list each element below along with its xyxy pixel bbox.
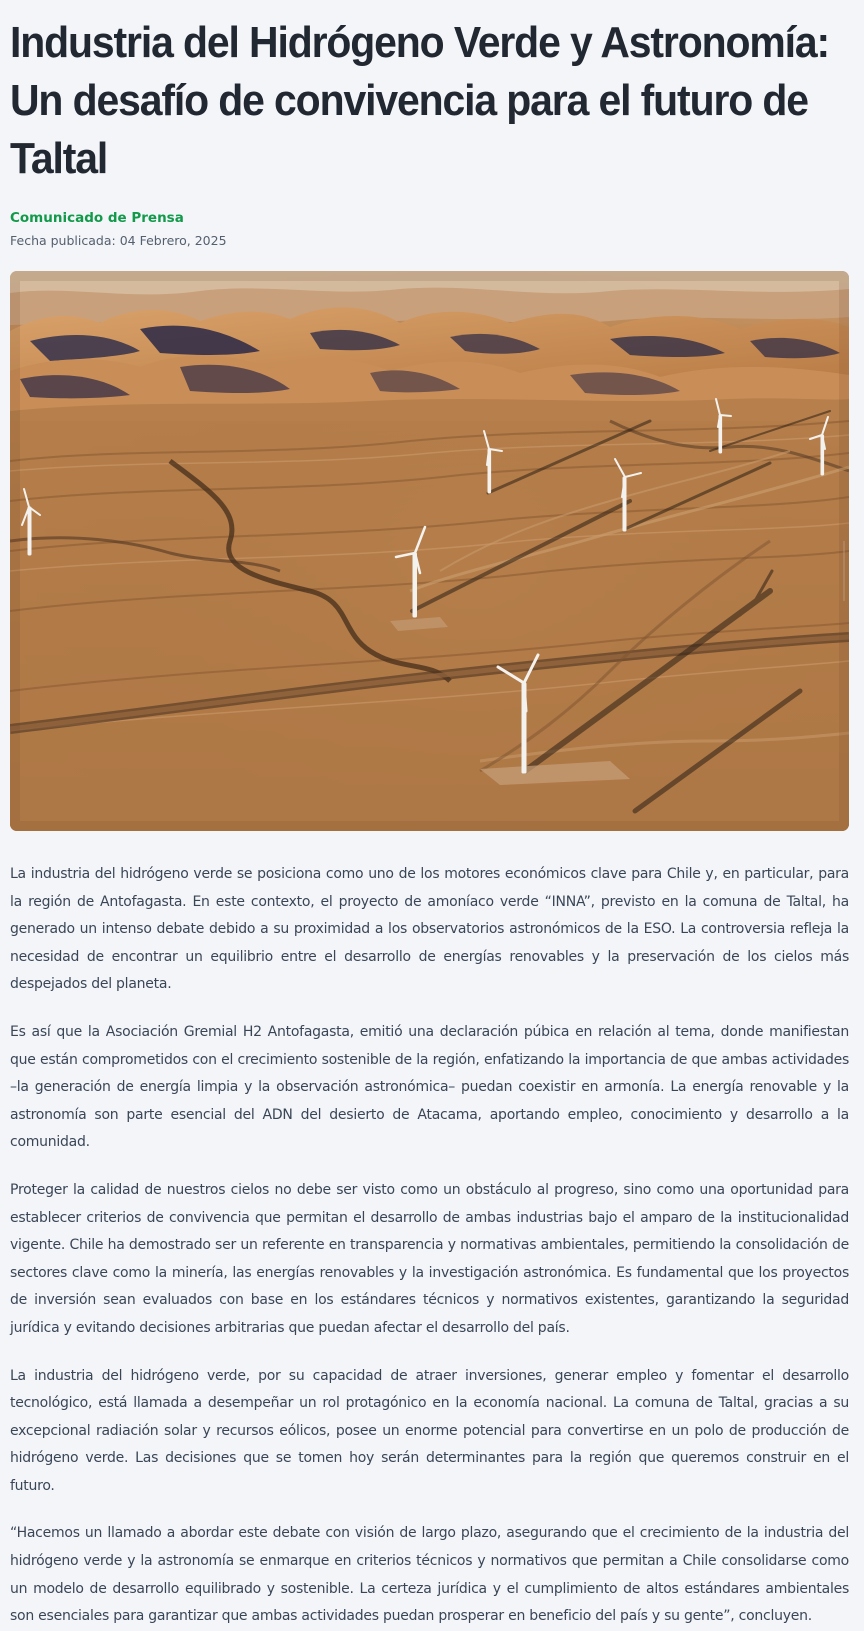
article-body — [10, 861, 849, 1631]
publish-date-value: 04 Febrero, 2025 — [119, 233, 227, 248]
publish-date-label: Fecha publicada: — [10, 233, 116, 248]
article-paragraph: “Hacemos un llamado a abordar este debate con visión de largo plazo, asegurando que el crecimiento de la industria del hidrógeno verde y la astronomía se enmarque en criterios técnicos y normativos que permitan a Chile consolidarse como un modelo de desarrollo equilibrado y sostenible. La certeza jurídica y el cumplimiento de altos estándares ambientales son esenciales para garantizar que ambas actividades puedan prosperar en beneficio del país y su gente”, concluyen. — [10, 1525, 849, 1625]
publish-date — [10, 232, 849, 250]
article-title: Industria del Hidrógeno Verde y Astronomía: Un desafío de convivencia para el futuro de Taltal — [10, 18, 830, 183]
desert-wind-farm-photo — [10, 271, 849, 831]
article-meta — [10, 208, 849, 250]
article-paragraph: Proteger la calidad de nuestros cielos no debe ser visto como un obstáculo al progreso, sino como una oportunidad para establecer criterios de convivencia que permitan el desarrollo de ambas industrias bajo el amparo de la institucionalidad vigente. Chile ha demostrado ser un referente en transparencia y normativas ambientales, permitiendo la consolidación de sectores clave como la minería, las energías renovables y la investigación astronómica. Es fundamental que los proyectos de inversión sean evaluados con base en los estándares técnicos y normativos existentes, garantizando la seguridad jurídica y evitando decisiones arbitrarias que puedan afectar el desarrollo del país. — [10, 1181, 849, 1336]
category-link[interactable]: Comunicado de Prensa — [10, 210, 184, 226]
article-paragraph: La industria del hidrógeno verde, por su capacidad de atraer inversiones, generar empleo y fomentar el desarrollo tecnológico, está llamada a desempeñar un rol protagónico en la economía nacional. La comuna de Taltal, gracias a su excepcional radiación solar y recursos eólicos, posee un enorme potencial para convertirse en un polo de producción de hidrógeno verde. Las decisiones que se tomen hoy serán determinantes para la región que queremos construir en el futuro. — [10, 1367, 849, 1494]
article-paragraph: La industria del hidrógeno verde se posiciona como uno de los motores económicos clave para Chile y, en particular, para la región de Antofagasta. En este contexto, el proyecto de amoníaco verde “INNA”, previsto en la comuna de Taltal, ha generado un intenso debate debido a su proximidad a los observatorios astronómicos de la ESO. La controversia refleja la necesidad de encontrar un equilibrio entre el desarrollo de energías renovables y la preservación de los cielos más despejados del planeta. — [10, 866, 849, 993]
hero-image — [10, 271, 849, 831]
article-paragraph: Es así que la Asociación Gremial H2 Antofagasta, emitió una declaración púbica en relación al tema, donde manifiestan que están comprometidos con el crecimiento sostenible de la región, enfatizando la importancia de que ambas actividades –la generación de energía limpia y la observación astronómica– puedan coexistir en armonía. La energía renovable y la astronomía son parte esencial del ADN del desierto de Atacama, aportando empleo, conocimiento y desarrollo a la comunidad. — [10, 1023, 849, 1151]
